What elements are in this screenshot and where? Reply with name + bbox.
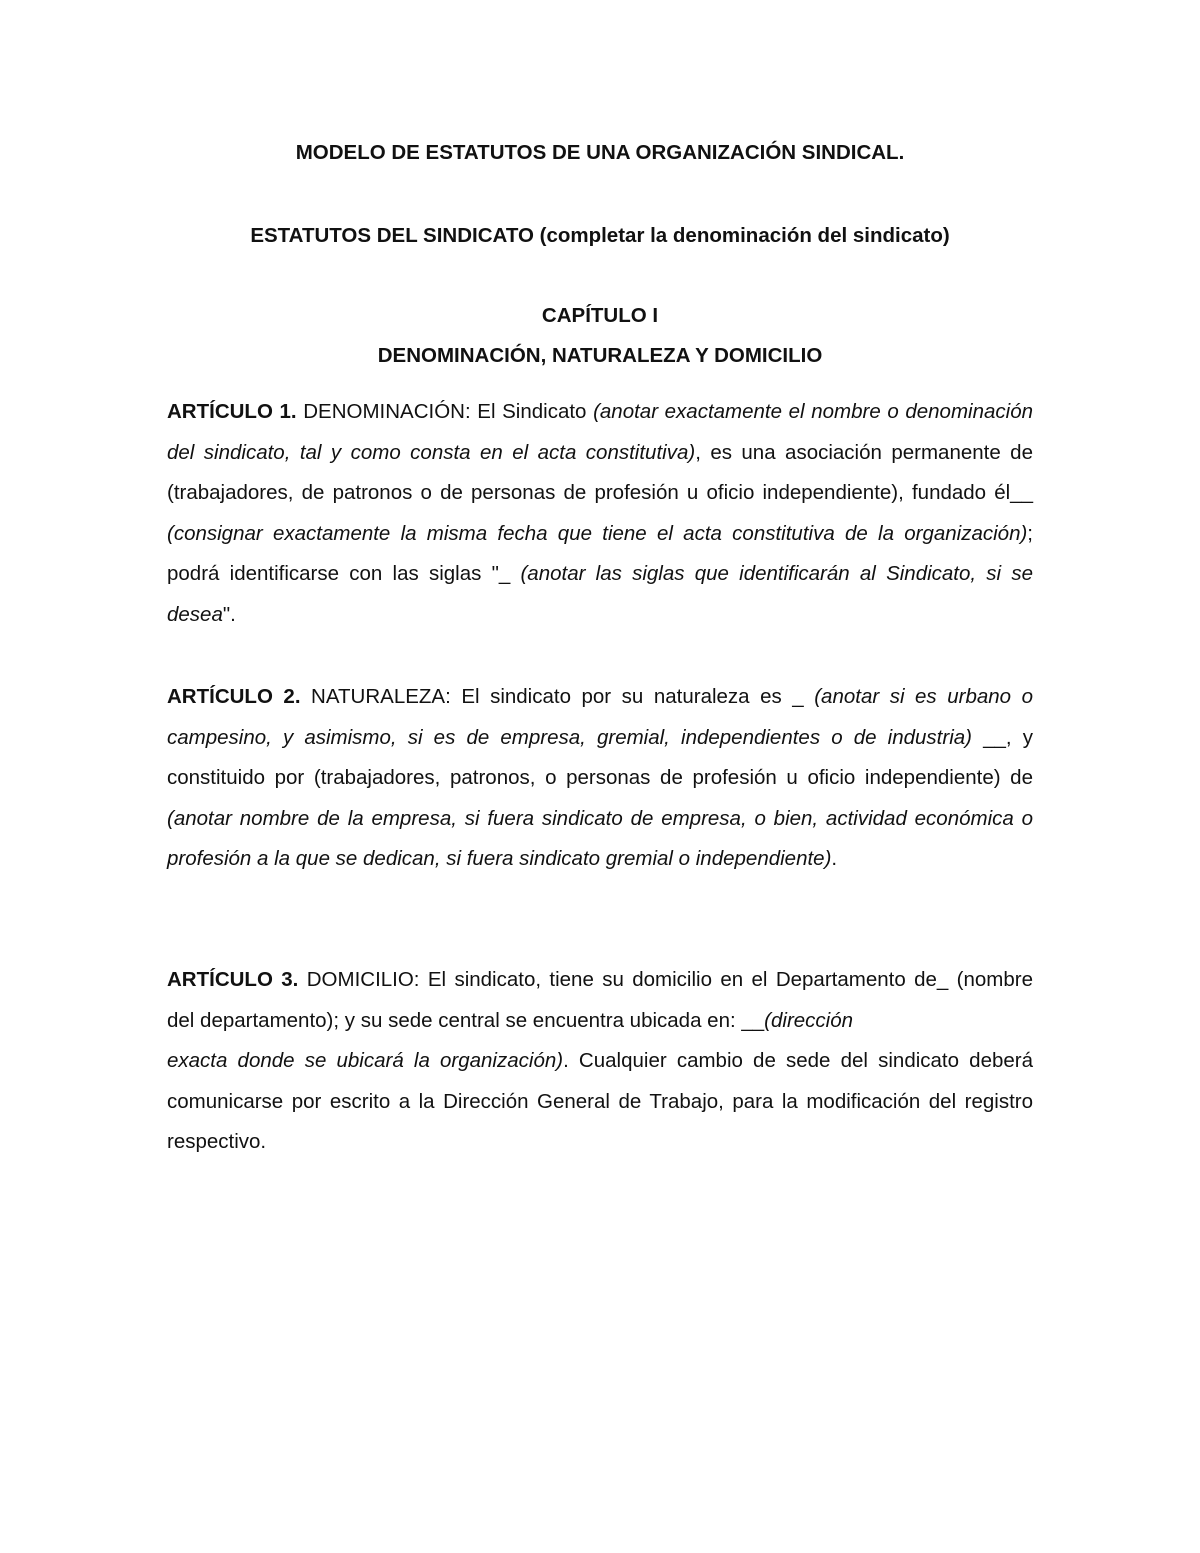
article-3-text: . Cualquier cambio de sede del sindicato deberá comunicarse por escrito a la Dirección General de Trabajo, para la modificación del registro respectivo. — [167, 1049, 1034, 1154]
article-2-instruction: (anotar nombre de la empresa, si fuera sindicato de empresa, o bien, actividad económica o profesión a la que se dedican, si fuera sindicato gremial o independiente) — [167, 806, 1033, 871]
article-3 — [167, 960, 1033, 1163]
article-1-instruction: (anotar exactamente el nombre o denominación del sindicato, tal y como consta en el acta constitutiva) — [167, 400, 1033, 464]
article-1-instruction: (consignar exactamente la misma fecha que tiene el acta constitutiva de la organización) — [167, 521, 1028, 545]
document-title: MODELO DE ESTATUTOS DE UNA ORGANIZACIÓN SINDICAL. — [295, 141, 905, 164]
article-2-text: NATURALEZA: El sindicato por su naturaleza es _ — [300, 685, 815, 708]
article-2-label: ARTÍCULO 2. — [167, 685, 301, 708]
article-3-text: DOMICILIO: El sindicato, tiene su domicilio en el Departamento de_ (nombre del departamento); y su sede central se encuentra ubicada en: __ — [167, 968, 1033, 1032]
chapter-title: DENOMINACIÓN, NATURALEZA Y DOMICILIO — [377, 344, 823, 367]
article-3-label: ARTÍCULO 3. — [167, 968, 299, 991]
article-1-text: ; podrá identificarse con las siglas "_ — [167, 521, 1033, 586]
article-1-instruction: (anotar las siglas que identificarán al Sindicato, si se desea — [167, 562, 1033, 626]
chapter-number: CAPÍTULO I — [541, 304, 659, 327]
article-2-instruction: (anotar si es urbano o campesino, y asimismo, si es de empresa, gremial, independientes o de industria) — [167, 685, 1033, 749]
article-1 — [167, 392, 1033, 636]
document-subtitle: ESTATUTOS DEL SINDICATO (completar la denominación del sindicato) — [250, 224, 950, 247]
article-2-text: . — [831, 847, 838, 871]
article-1-text: , es una asociación permanente de (trabajadores, de patronos o de personas de profesión u oficio independiente), fundado él__ — [167, 440, 1033, 505]
article-2 — [167, 677, 1033, 880]
article-3-instruction: exacta donde se ubicará la organización) — [167, 1049, 564, 1073]
article-1-text: DENOMINACIÓN: El Sindicato — [296, 400, 594, 423]
article-3-instruction: (dirección — [764, 1008, 854, 1032]
article-2-text: __, y constituido por (trabajadores, patronos, o personas de profesión u oficio independiente) de — [167, 725, 1033, 790]
article-1-label: ARTÍCULO 1. — [167, 400, 297, 423]
article-1-text: ". — [222, 602, 236, 626]
